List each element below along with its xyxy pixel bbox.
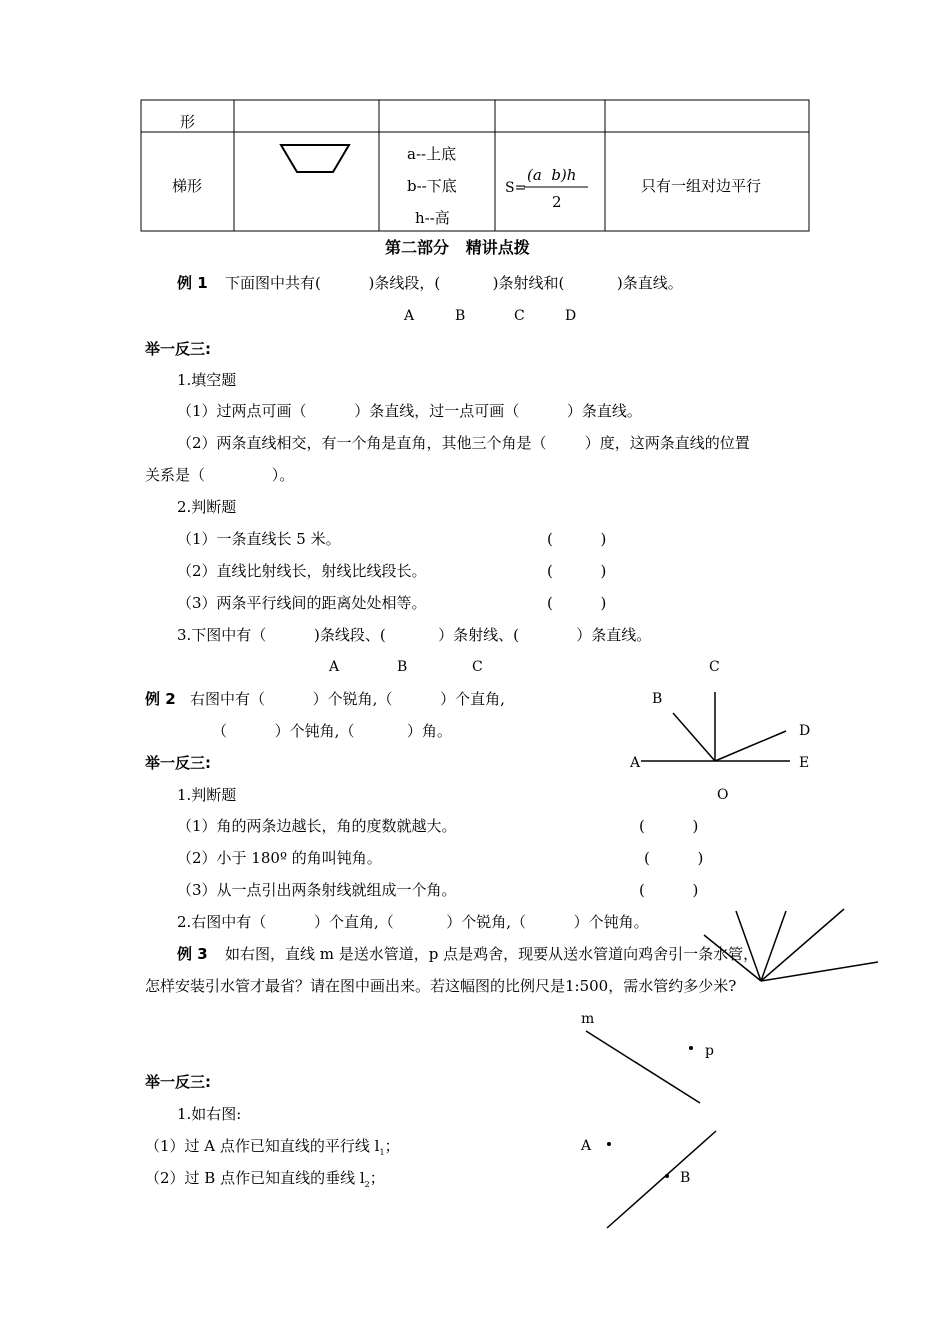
judge-title-1: 2.判断题 [177, 498, 237, 516]
fill-blank-q1: （1）过两点可画（ ）条直线，过一点可画（ ）条直线。 [177, 402, 642, 420]
label-lower-base: b--下底 [407, 177, 457, 195]
practice-heading-2: 举一反三: [145, 754, 211, 772]
practice-heading-3: 举一反三: [145, 1073, 211, 1091]
fig-label-e: E [799, 755, 810, 771]
point-p-label: p [705, 1043, 714, 1059]
judge2-q1-blank: ( ) [639, 817, 699, 835]
ex1-label: 例 1 [177, 274, 208, 292]
fill-blank-q2-line2: 关系是（ ）。 [145, 466, 295, 484]
ex3-line1: 如右图，直线 m 是送水管道，p 点是鸡舍，现要从送水管道向鸡舍引一条水管， [225, 945, 759, 963]
p3-q1: （1）过 A 点作已知直线的平行线 $l_1$； [145, 1137, 400, 1157]
fig-label-d: D [799, 723, 811, 739]
p3-q2-subscript: 2 [364, 1180, 370, 1189]
ex3-label: 例 3 [177, 945, 208, 963]
fill-blank-q2-line1: （2）两条直线相交，有一个角是直角，其他三个角是（ ）度，这两条直线的位置 [177, 434, 750, 452]
ex1-question: 下面图中共有( )条线段，( )条射线和( )条直线。 [225, 274, 683, 292]
formula-numerator: (a b)h [527, 166, 577, 184]
angle-figure [641, 692, 790, 761]
line-m-label: m [581, 1011, 595, 1027]
formula-prefix: S= [505, 180, 527, 196]
p3-q2: （2）过 B 点作已知直线的垂线 $l_2$； [145, 1169, 385, 1189]
fig-label-c: C [709, 659, 720, 675]
trapezoid-shape [281, 145, 349, 172]
fill-blank-title: 1.填空题 [177, 371, 237, 389]
judge1-q1: （1）一条直线长 5 米。 [177, 530, 341, 548]
judge1-q2-blank: ( ) [547, 562, 607, 580]
judge2-q2: （2）小于 180º 的角叫钝角。 [177, 849, 382, 867]
ex1-point-d: D [565, 308, 577, 324]
ex2-line2: （ ）个钝角,（ ）角。 [212, 722, 452, 740]
judge2-q3: （3）从一点引出两条射线就组成一个角。 [177, 881, 457, 899]
ex3-line2: 怎样安装引水管才最省？请在图中画出来。若这幅图的比例尺是1:500，需水管约多少米? [145, 977, 737, 995]
judge1-q3: （3）两条平行线间的距离处处相等。 [177, 594, 427, 612]
point-a-dot [607, 1142, 611, 1146]
practice-heading-1: 举一反三: [145, 340, 211, 358]
judge1-q2: （2）直线比射线长，射线比线段长。 [177, 562, 427, 580]
point-a-label: A [581, 1138, 592, 1154]
p3-title: 1.如右图: [177, 1105, 242, 1123]
judge2-q1: （1）角的两条边越长，角的度数就越大。 [177, 817, 457, 835]
ex2-label: 例 2 [145, 690, 176, 708]
pipe-line-m [586, 1031, 700, 1103]
judge-title-2: 1.判断题 [177, 786, 237, 804]
point-b-dot [665, 1174, 669, 1178]
p3-q1-subscript: 1 [379, 1148, 385, 1157]
label-upper-base: a--上底 [407, 145, 457, 163]
p1-q3: 3.下图中有（ )条线段、( ）条射线、( ）条直线。 [177, 626, 652, 644]
judge1-q3-blank: ( ) [547, 594, 607, 612]
fig-label-o: O [717, 787, 729, 803]
p1-q3-point-a: A [329, 659, 340, 675]
p3-q2-text: （2）过 B 点作已知直线的垂线 l [145, 1169, 365, 1187]
judge2-q3-blank: ( ) [639, 881, 699, 899]
table-row1-name: 形 [180, 113, 196, 131]
judge1-q1-blank: ( ) [547, 530, 607, 548]
ex1-point-a: A [404, 308, 415, 324]
ex2-line1: 右图中有（ ）个锐角,（ ）个直角, [190, 690, 505, 708]
p1-q3-point-c: C [472, 659, 483, 675]
p3-q1-text: （1）过 A 点作已知直线的平行线 l [145, 1137, 380, 1155]
ex1-point-b: B [455, 308, 466, 324]
fig-label-b: B [652, 691, 663, 707]
formula-denominator: 2 [552, 193, 562, 211]
section-title: 第二部分 精讲点拨 [385, 238, 530, 257]
judge2-q2-blank: ( ) [644, 849, 704, 867]
given-line [607, 1131, 716, 1228]
point-p-dot [689, 1046, 693, 1050]
ex1-point-c: C [514, 308, 525, 324]
table-row2-name: 梯形 [172, 177, 203, 195]
p1-q3-point-b: B [397, 659, 408, 675]
fig-label-a: A [630, 755, 641, 771]
table-grid [141, 100, 809, 231]
label-height: h--高 [415, 209, 450, 227]
point-b-label: B [680, 1170, 691, 1186]
p2-q2: 2.右图中有（ ）个直角,（ ）个锐角,（ ）个钝角。 [177, 913, 649, 931]
trapezoid-feature: 只有一组对边平行 [641, 177, 762, 195]
